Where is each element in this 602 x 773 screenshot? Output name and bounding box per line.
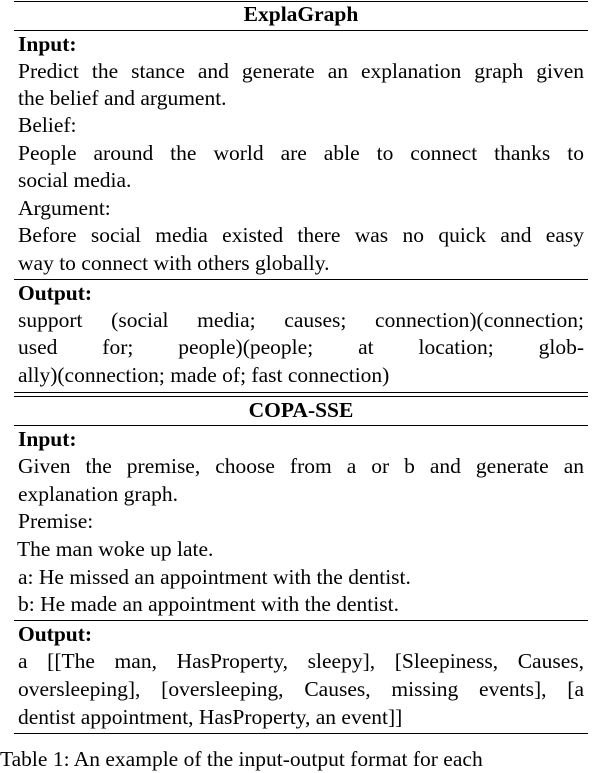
section2-premise-label: Premise: bbox=[18, 509, 94, 533]
section1-argument-label: Argument: bbox=[18, 196, 111, 220]
section2-output-line-3: dentist appointment, HasProperty, an event]] bbox=[18, 705, 403, 729]
rule-section1-header bbox=[14, 30, 588, 31]
section1-instruction-line-1: Predict the stance and generate an explanation graph given bbox=[18, 59, 584, 83]
section2-output-label: Output: bbox=[18, 622, 93, 646]
section2-option-b: b: He made an appointment with the dentist. bbox=[18, 592, 399, 616]
section1-output-line-2: used for; people)(people; at location; glob- bbox=[18, 335, 584, 359]
section1-input-label: Input: bbox=[18, 32, 77, 56]
section1-belief-line-1: People around the world are able to connect thanks to bbox=[18, 141, 584, 165]
section1-argument-line-2: way to connect with others globally. bbox=[18, 251, 330, 275]
table-caption: Table 1: An example of the input-output format for each bbox=[0, 747, 483, 771]
section2-premise: The man woke up late. bbox=[17, 537, 214, 561]
section1-belief-line-2: social media. bbox=[18, 168, 132, 192]
section2-output-line-2: oversleeping], [oversleeping, Causes, missing events], [a bbox=[18, 677, 584, 701]
section1-instruction-line-2: the belief and argument. bbox=[18, 86, 227, 110]
rule-double-top bbox=[14, 392, 588, 393]
section2-instruction-line-1: Given the premise, choose from a or b and generate an bbox=[18, 454, 584, 478]
section2-instruction-line-2: explanation graph. bbox=[18, 482, 179, 506]
section1-title: ExplaGraph bbox=[243, 2, 359, 26]
section2-input-label: Input: bbox=[18, 427, 77, 451]
section1-output-line-1: support (social media; causes; connection)(connection; bbox=[18, 308, 584, 332]
rule-bottom bbox=[14, 733, 588, 734]
section2-output-line-1: a [[The man, HasProperty, sleepy], [Sleepiness, Causes, bbox=[18, 649, 584, 673]
section1-output-line-3: ally)(connection; made of; fast connection) bbox=[18, 363, 390, 387]
section1-belief-label: Belief: bbox=[18, 113, 77, 137]
section2-option-a: a: He missed an appointment with the dentist. bbox=[18, 565, 411, 589]
section2-title: COPA-SSE bbox=[248, 398, 354, 422]
rule-section2-output bbox=[14, 620, 588, 621]
section1-output-label: Output: bbox=[18, 281, 93, 305]
section1-argument-line-1: Before social media existed there was no quick and easy bbox=[18, 223, 584, 247]
rule-section2-header bbox=[14, 425, 588, 426]
rule-section1-output bbox=[14, 279, 588, 280]
